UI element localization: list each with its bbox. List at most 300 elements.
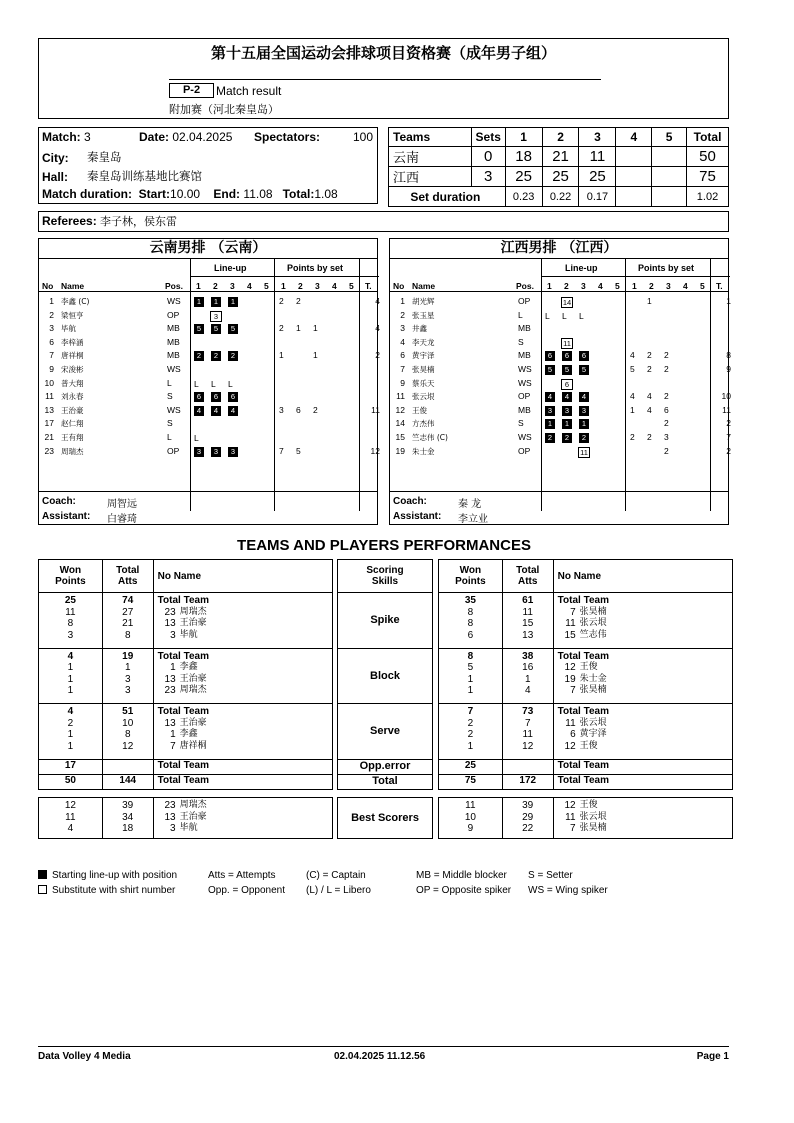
value-stack	[103, 798, 153, 835]
total-attempts: 29	[522, 811, 534, 823]
player-position: WS	[167, 364, 181, 374]
player-row	[39, 418, 377, 431]
player-row	[390, 310, 728, 323]
total-name: Total Team	[553, 774, 732, 789]
player-name: 蔡乐天	[412, 378, 435, 388]
lineup-set-header: 3	[581, 281, 586, 291]
won-points: 12	[64, 800, 76, 811]
row-divider	[390, 291, 728, 292]
player-number: 7	[570, 606, 576, 618]
player-number: 11	[565, 717, 576, 729]
points-set-header: 5	[700, 281, 705, 291]
player-number: 12	[395, 404, 405, 415]
total-team-label: Total Team	[557, 595, 609, 606]
won-points-header	[39, 560, 103, 593]
footer-timestamp: 02.04.2025 11.12.56	[334, 1051, 426, 1062]
player-name: 王治豪	[179, 717, 207, 728]
score-team-name: 江西	[389, 167, 472, 187]
opp-error-atts	[102, 759, 153, 774]
best-atts-cell	[502, 798, 553, 839]
player-total-points: 4	[375, 296, 380, 306]
total-atts-header	[502, 560, 553, 593]
value-stack	[439, 649, 502, 697]
opp-error-name: Total Team	[553, 759, 732, 774]
team-home-box	[38, 238, 378, 525]
opp-error-row	[439, 759, 733, 774]
player-total-points: 7	[726, 432, 731, 442]
coach-name: 周智远	[107, 499, 137, 510]
player-number: 17	[44, 418, 54, 429]
skill-label: Block	[338, 648, 433, 704]
player-entry	[558, 685, 732, 697]
player-set-points: 2	[664, 364, 669, 374]
player-set-points: 4	[647, 404, 652, 415]
player-name: 张昊楠	[579, 606, 607, 617]
total-attempts: 39	[122, 800, 134, 811]
starting-position-marker: 5	[579, 365, 589, 375]
player-position: S	[518, 418, 524, 429]
player-set-points: 3	[664, 432, 669, 442]
starting-position-marker: 3	[228, 447, 238, 457]
libero-marker: L	[228, 378, 233, 389]
player-position: OP	[167, 309, 180, 320]
player-name: 黄宇泽	[579, 729, 607, 739]
performances-title: TEAMS AND PLAYERS PERFORMANCES	[237, 537, 531, 554]
points-set-header: 1	[281, 281, 286, 291]
total-won: 75	[439, 774, 503, 789]
total-attempts: 22	[522, 823, 534, 834]
won-cell	[439, 648, 503, 704]
won-points: 4	[67, 650, 74, 662]
match-number: 3	[84, 130, 91, 144]
match-label: Match: 3	[42, 130, 91, 144]
referees-label: Referees:	[42, 214, 97, 228]
value-stack	[39, 704, 102, 752]
match-duration: Match duration: Start:10.00 End: 11.08 Total:1.08	[42, 187, 338, 201]
won-points: 8	[467, 606, 474, 618]
names-cell	[153, 648, 332, 704]
player-total-points: 2	[726, 445, 731, 456]
value-stack	[39, 798, 102, 835]
player-name: 王治豪	[179, 618, 207, 628]
value-stack	[503, 798, 553, 835]
atts-cell	[102, 648, 153, 704]
won-points: 11	[465, 800, 476, 811]
player-name: 张云垠	[412, 392, 435, 402]
won-points: 10	[464, 811, 476, 823]
name-stack	[554, 798, 732, 835]
score-header: Teams	[389, 128, 472, 147]
won-points: 8	[467, 618, 474, 629]
value-stack	[103, 593, 153, 641]
substitute-marker: 6	[561, 379, 573, 390]
player-name: 黄宇泽	[412, 351, 435, 361]
score-header: Total	[687, 128, 729, 147]
won-cell	[439, 593, 503, 649]
player-set-points: 2	[313, 404, 318, 415]
best-scorers-label: Best Scorers	[338, 798, 433, 839]
best-won-cell	[439, 798, 503, 839]
player-number: 12	[564, 800, 576, 811]
legend-substitute: Substitute with shirt number	[38, 885, 175, 896]
starting-position-marker: 6	[562, 351, 572, 361]
legend-captain: (C) = Captain	[306, 870, 366, 881]
competition-subtitle: 附加赛（河北秦皇岛）	[169, 103, 279, 116]
starting-position-marker: 5	[211, 324, 221, 334]
atts-header: Atts	[118, 576, 138, 587]
set-duration	[652, 187, 687, 207]
legend-mb: MB = Middle blocker	[416, 870, 507, 881]
name-stack	[554, 649, 732, 697]
won-header: Won	[59, 565, 82, 576]
score-set-1: 25	[505, 167, 542, 187]
hall-label: Hall:	[42, 170, 69, 184]
lineup-set-header: 2	[564, 281, 569, 291]
score-header: Sets	[471, 128, 505, 147]
won-points: 1	[467, 740, 474, 752]
coach-name: 秦 龙	[458, 499, 482, 510]
player-row	[39, 350, 380, 363]
substitute-marker: 14	[562, 298, 572, 307]
player-number: 2	[400, 309, 405, 320]
player-row	[390, 445, 731, 459]
player-position: OP	[518, 445, 531, 456]
team-away-box	[389, 238, 729, 525]
player-name: 李鑫 (C)	[61, 297, 90, 306]
opp-error-name: Total Team	[153, 759, 332, 774]
row-divider	[190, 276, 379, 277]
player-set-points: 2	[664, 418, 669, 429]
total-row	[39, 774, 333, 789]
player-number: 15	[564, 629, 576, 641]
score-set-5	[652, 147, 687, 167]
player-row	[390, 364, 731, 377]
score-header: 5	[652, 128, 687, 147]
column-header-no: No	[393, 281, 405, 291]
total-row	[439, 774, 733, 789]
won-points: 1	[67, 729, 74, 740]
points-set-header: 4	[332, 281, 337, 291]
player-number: 2	[49, 309, 54, 320]
substitute-marker: 11	[578, 447, 590, 458]
total-atts-header	[102, 560, 153, 593]
skill-row	[39, 593, 333, 649]
total-attempts: 3	[124, 685, 131, 696]
player-set-points: 5	[296, 445, 301, 456]
player-entry	[158, 662, 332, 674]
player-number: 23	[164, 606, 176, 618]
player-set-points: 2	[664, 391, 669, 402]
player-total-points: 11	[722, 404, 731, 415]
assistant-label: Assistant:	[42, 511, 91, 522]
player-entry	[558, 812, 732, 824]
atts-header: Atts	[518, 576, 538, 587]
player-number: 7	[570, 685, 576, 696]
total-atts: 172	[502, 774, 553, 789]
player-entry	[558, 630, 732, 642]
player-row	[390, 296, 731, 309]
player-name: 朱士金	[412, 446, 435, 456]
starting-position-marker: 5	[194, 324, 204, 334]
skill-row	[439, 648, 733, 704]
total-attempts: 1	[524, 673, 531, 685]
name-stack	[154, 798, 332, 835]
set-duration: 0.23	[505, 187, 542, 207]
best-scorers-row	[39, 798, 333, 839]
row-divider	[39, 491, 377, 492]
player-entry	[158, 800, 332, 812]
match-date: 02.04.2025	[172, 130, 233, 144]
libero-marker: L	[194, 433, 199, 443]
player-row	[390, 337, 728, 350]
starting-position-marker: 2	[194, 351, 204, 361]
best-names-cell	[553, 798, 732, 839]
total-attempts: 74	[122, 595, 134, 606]
player-set-points: 3	[279, 404, 284, 415]
starting-position-marker: 4	[562, 392, 572, 402]
player-name: 梁恒亨	[61, 310, 84, 320]
total-team-label: Total Team	[157, 706, 209, 717]
player-name: 周瑞杰	[179, 606, 207, 617]
total-name: Total Team	[153, 774, 332, 789]
player-number: 1	[170, 662, 176, 673]
total-attempts: 11	[522, 606, 533, 618]
total-attempts: 61	[522, 595, 534, 606]
player-entry	[558, 741, 732, 753]
name-stack	[154, 593, 332, 641]
won-header: Won	[459, 565, 482, 576]
player-row	[390, 432, 731, 445]
libero-marker: L	[579, 310, 584, 321]
legend-s: S = Setter	[528, 870, 573, 881]
player-name: 周瑞杰	[61, 446, 84, 456]
player-name: 朱士金	[579, 673, 607, 684]
score-set-1: 18	[505, 147, 542, 167]
player-number: 1	[49, 296, 54, 306]
names-cell	[553, 648, 732, 704]
total-time: 1.08	[314, 187, 338, 201]
lineup-set-header: 5	[264, 281, 269, 291]
player-number: 1	[170, 729, 176, 740]
total-attempts: 4	[524, 685, 531, 696]
player-entry	[558, 674, 732, 686]
player-name: 井鑫	[412, 324, 427, 334]
player-number: 9	[400, 377, 405, 388]
points-by-set-header: Points by set	[287, 263, 344, 273]
score-row-home	[389, 147, 729, 167]
player-number: 12	[564, 740, 576, 752]
player-row	[39, 378, 377, 391]
home-performance-table	[38, 559, 333, 790]
player-entry	[558, 718, 732, 730]
libero-marker: L	[211, 378, 216, 389]
player-entry	[558, 823, 732, 835]
player-total-points: 1	[726, 296, 731, 306]
home-best-scorers	[38, 797, 333, 839]
value-stack	[103, 649, 153, 697]
points-header: Points	[55, 576, 86, 587]
legend-starting: Starting line-up with position	[38, 870, 177, 881]
substitute-marker: 11	[561, 338, 573, 349]
referees-box	[38, 211, 729, 232]
total-attempts: 12	[122, 740, 134, 752]
assistant-name: 白睿琦	[107, 514, 137, 525]
total-attempts: 19	[122, 650, 134, 662]
set-duration: 0.17	[579, 187, 616, 207]
total-attempts: 10	[122, 717, 134, 729]
player-set-points: 1	[647, 296, 652, 306]
starting-position-marker: 6	[545, 351, 555, 361]
player-name: 毕航	[179, 823, 198, 833]
player-name: 王俊	[579, 800, 598, 810]
total-attempts: 16	[522, 662, 534, 673]
player-entry	[158, 823, 332, 835]
date-label: Date: 02.04.2025	[139, 130, 233, 144]
total-attempts: 34	[122, 811, 134, 823]
names-cell	[153, 593, 332, 649]
player-number: 3	[400, 323, 405, 334]
player-entry	[158, 618, 332, 630]
atts-cell	[502, 704, 553, 760]
score-sets: 0	[471, 147, 505, 167]
player-name: 张昊楠	[579, 823, 607, 833]
won-points: 1	[467, 673, 474, 685]
player-position: MB	[167, 336, 180, 347]
column-header-name: Name	[61, 281, 85, 291]
competition-title: 第十五届全国运动会排球项目资格赛（成年男子组）	[210, 44, 556, 62]
won-points: 4	[67, 706, 74, 717]
player-number: 10	[44, 377, 54, 388]
libero-marker: L	[562, 310, 567, 321]
player-number: 7	[570, 823, 576, 834]
total-header: T.	[716, 281, 723, 291]
won-points: 4	[67, 823, 74, 834]
total-attempts: 51	[122, 706, 134, 717]
player-name: 李鑫	[179, 729, 198, 739]
player-position: S	[167, 391, 173, 402]
player-position: MB	[167, 323, 180, 334]
player-position: S	[167, 418, 173, 429]
score-set-4	[616, 167, 652, 187]
player-set-points: 1	[296, 323, 301, 334]
header-box	[38, 38, 729, 119]
player-name: 李鑫	[179, 662, 198, 672]
won-points: 1	[67, 740, 74, 752]
player-set-points: 2	[647, 432, 652, 442]
player-row	[39, 296, 380, 309]
skill-label-row	[338, 593, 433, 649]
player-entry	[158, 718, 332, 730]
won-points: 2	[67, 717, 74, 729]
team-title: 云南男排 （云南）	[39, 239, 377, 259]
player-entry	[158, 729, 332, 741]
team-title: 江西男排 （江西）	[390, 239, 728, 259]
score-header: 2	[542, 128, 579, 147]
player-name: 刘永春	[61, 392, 84, 402]
player-position: WS	[167, 296, 181, 306]
score-team-name: 云南	[389, 147, 472, 167]
score-set-5	[652, 167, 687, 187]
player-number: 7	[170, 740, 176, 752]
score-header-row	[389, 128, 729, 147]
player-number: 11	[565, 811, 576, 823]
starting-position-marker: 2	[579, 433, 589, 443]
opp-error-won: 25	[439, 759, 503, 774]
atts-cell	[102, 593, 153, 649]
performance-header-row	[39, 560, 333, 593]
best-scorers-row	[439, 798, 733, 839]
empty-square-icon	[38, 885, 47, 894]
total-attempts: 73	[522, 706, 534, 717]
player-set-points: 6	[664, 404, 669, 415]
player-position: OP	[167, 445, 180, 456]
total-header: T.	[365, 281, 372, 291]
player-set-points: 2	[630, 432, 635, 442]
player-number: 9	[49, 364, 54, 374]
won-points: 2	[467, 717, 474, 729]
player-number: 3	[170, 629, 176, 641]
player-row	[39, 404, 380, 418]
lineup-header: Line-up	[565, 263, 598, 273]
value-stack	[503, 649, 553, 697]
player-number: 13	[164, 811, 176, 823]
start-time: 10.00	[170, 187, 201, 201]
total-attempts: 13	[522, 629, 534, 641]
player-set-points: 5	[630, 364, 635, 374]
player-number: 13	[164, 717, 176, 729]
won-points: 11	[65, 606, 76, 618]
starting-position-marker: 3	[562, 406, 572, 416]
lineup-set-header: 5	[615, 281, 620, 291]
player-row	[39, 310, 377, 323]
won-points: 1	[467, 685, 474, 696]
player-row	[39, 432, 377, 445]
player-entry	[558, 618, 732, 630]
player-entry	[158, 812, 332, 824]
player-set-points: 6	[296, 404, 301, 415]
starting-position-marker: 6	[228, 392, 238, 402]
starting-position-marker: 2	[562, 433, 572, 443]
total-team-label: Total Team	[157, 650, 209, 662]
score-table	[388, 127, 729, 207]
player-set-points: 2	[296, 296, 301, 306]
player-name: 李梓涵	[61, 337, 84, 347]
won-points: 6	[467, 629, 474, 641]
player-number: 4	[400, 336, 405, 347]
total-header: Total	[116, 565, 140, 576]
player-entry	[158, 741, 332, 753]
best-scorers-label-box	[337, 797, 433, 839]
value-stack	[439, 593, 502, 641]
score-set-2: 25	[542, 167, 579, 187]
starting-position-marker: 4	[211, 406, 221, 416]
total-attempts: 21	[122, 618, 134, 629]
total-header: Total	[516, 565, 540, 576]
player-set-points: 2	[647, 364, 652, 374]
player-number: 3	[170, 823, 176, 834]
set-duration-row	[389, 187, 729, 207]
won-points: 35	[464, 595, 476, 606]
player-total-points: 2	[726, 418, 731, 429]
starting-position-marker: 1	[228, 297, 238, 307]
player-position: MB	[518, 323, 531, 334]
won-cell	[39, 593, 103, 649]
player-row	[39, 445, 380, 459]
points-set-header: 2	[298, 281, 303, 291]
player-set-points: 4	[630, 391, 635, 402]
player-number: 19	[395, 445, 405, 456]
player-number: 6	[49, 336, 54, 347]
